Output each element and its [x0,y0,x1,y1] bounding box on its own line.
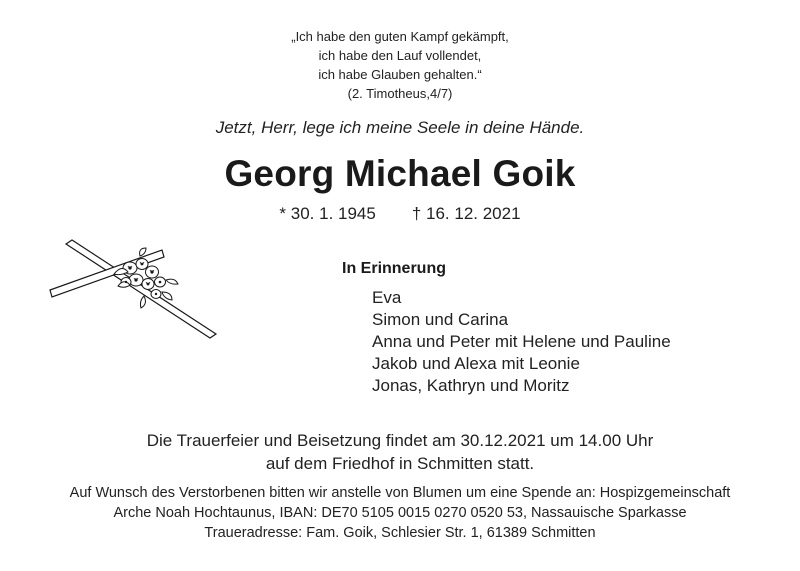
quote-source: (2. Timotheus,4/7) [347,86,453,101]
donation-line: Arche Noah Hochtaunus, IBAN: DE70 5105 0015 0270 0520 53, Nassauische Sparkasse [113,505,687,521]
life-dates [0,204,800,224]
mourning-address: Traueradresse: Fam. Goik, Schlesier Str. 1, 61389 Schmitten [204,525,596,541]
remembrance-title: In Erinnerung [342,260,446,277]
ceremony-info [0,429,800,475]
quote-line: „Ich habe den guten Kampf gekämpft, [291,29,509,44]
family-member: Jakob und Alexa mit Leonie [372,354,580,373]
ceremony-line: Die Trauerfeier und Beisetzung findet am 30.12.2021 um 14.00 Uhr [146,431,654,450]
ceremony-line: auf dem Friedhof in Schmitten statt. [265,454,535,473]
bible-quote [0,27,800,103]
family-member: Eva [372,288,402,307]
quote-line: ich habe Glauben gehalten.“ [318,67,482,82]
family-member: Anna und Peter mit Helene und Pauline [372,332,671,351]
family-list [372,287,671,397]
birth-date: * 30. 1. 1945 [279,204,376,223]
prayer-line: Jetzt, Herr, lege ich meine Seele in deine Hände. [215,118,585,137]
cross-with-flowers-icon [44,236,220,346]
donation-line: Auf Wunsch des Verstorbenen bitten wir anstelle von Blumen um eine Spende an: Hospizgemeinschaft [69,485,731,501]
family-member: Simon und Carina [372,310,509,329]
deceased-name: Georg Michael Goik [224,153,576,194]
donation-info [0,483,800,543]
family-member: Jonas, Kathryn und Moritz [372,376,570,395]
death-date: † 16. 12. 2021 [411,204,521,223]
quote-line: ich habe den Lauf vollendet, [318,48,482,63]
